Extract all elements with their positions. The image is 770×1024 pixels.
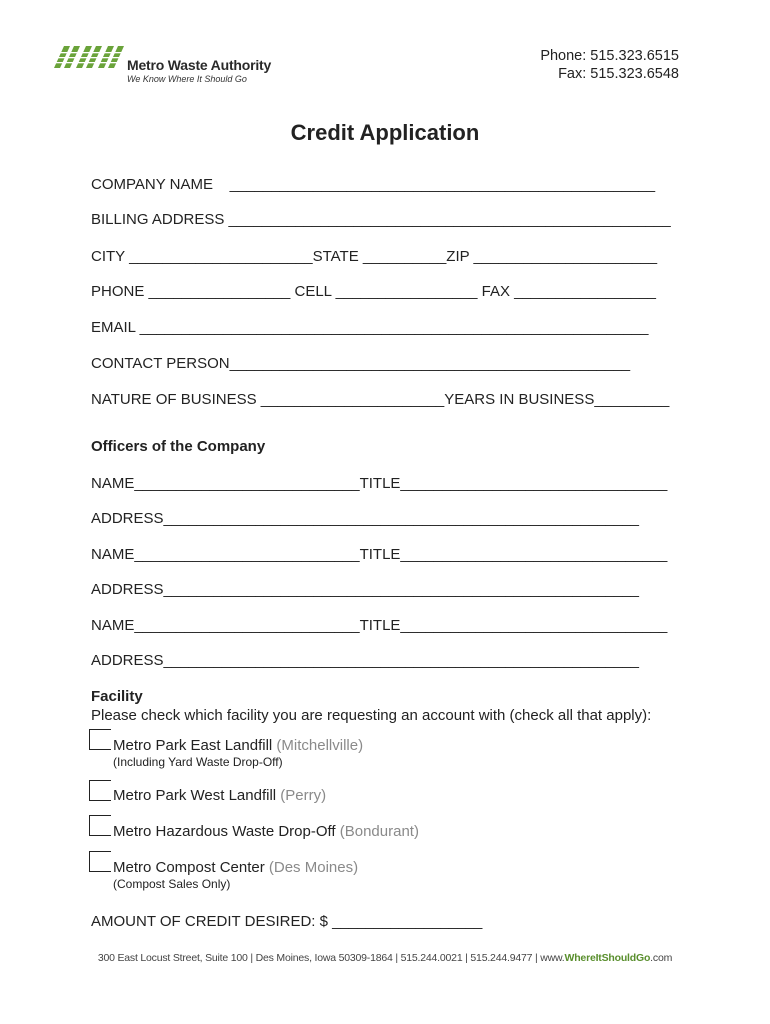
facility-location-hazardous: (Bondurant): [339, 823, 419, 840]
email-field[interactable]: EMAIL _____________________________________________________________: [91, 319, 649, 336]
nature-years-field[interactable]: NATURE OF BUSINESS ______________________YEARS IN BUSINESS_________: [91, 391, 670, 408]
officer-2-name-title-field[interactable]: NAME___________________________TITLE________________________________: [91, 546, 668, 563]
facility-checkbox-west[interactable]: [89, 780, 111, 801]
officer-3-address-field[interactable]: ADDRESS_________________________________________________________: [91, 652, 640, 669]
officer-1-address-field[interactable]: ADDRESS_________________________________________________________: [91, 510, 640, 527]
facility-location-compost: (Des Moines): [268, 859, 359, 876]
officer-1-name-title-field[interactable]: NAME___________________________TITLE________________________________: [91, 475, 668, 492]
amount-of-credit-field[interactable]: AMOUNT OF CREDIT DESIRED: $ __________________: [91, 913, 483, 930]
facility-note-compost: (Compost Sales Only): [113, 877, 231, 891]
logo-tagline: We Know Where It Should Go: [127, 74, 247, 84]
facility-option-west: Metro Park West Landfill (Perry): [113, 787, 327, 804]
facility-option-hazardous: Metro Hazardous Waste Drop-Off (Bondurant): [113, 823, 419, 840]
officer-3-name-title-field[interactable]: NAME___________________________TITLE________________________________: [91, 617, 668, 634]
fax-number: Fax: 515.323.6548: [558, 66, 679, 82]
officers-heading: Officers of the Company: [91, 438, 266, 455]
facility-option-compost: Metro Compost Center (Des Moines): [113, 859, 359, 876]
contact-info: [540, 47, 679, 83]
facility-location-west: (Perry): [280, 787, 327, 804]
facility-checkbox-east[interactable]: [89, 729, 111, 750]
facility-checkbox-hazardous[interactable]: [89, 815, 111, 836]
facility-note-east: (Including Yard Waste Drop-Off): [113, 755, 283, 769]
officer-2-address-field[interactable]: ADDRESS_________________________________________________________: [91, 581, 640, 598]
facility-option-east: Metro Park East Landfill (Mitchellville): [113, 737, 364, 754]
facility-instruction: Please check which facility you are requesting an account with (check all that apply):: [91, 707, 652, 724]
facility-location-east: (Mitchellville): [276, 737, 364, 754]
phone-cell-fax-field[interactable]: PHONE _________________ CELL _________________ FAX _________________: [91, 283, 656, 300]
logo-name: Metro Waste Authority: [127, 57, 272, 73]
footer-brand-link[interactable]: WhereItShouldGo: [564, 952, 651, 964]
metro-waste-logo-icon: [54, 44, 126, 70]
city-state-zip-field[interactable]: CITY ______________________STATE __________ZIP ______________________: [91, 248, 658, 265]
footer: 300 East Locust Street, Suite 100 | Des Moines, Iowa 50309-1864 | 515.244.0021 | 515.244.9477 | www.WhereItShouldGo.com: [97, 952, 673, 964]
page-title: Credit Application: [290, 120, 480, 145]
company-name-field[interactable]: COMPANY NAME ___________________________________________________: [91, 176, 656, 193]
facility-checkbox-compost[interactable]: [89, 851, 111, 872]
contact-person-field[interactable]: CONTACT PERSON________________________________________________: [91, 355, 631, 372]
billing-address-field[interactable]: BILLING ADDRESS _____________________________________________________: [91, 211, 671, 228]
phone-number: Phone: 515.323.6515: [540, 48, 679, 64]
facility-heading: Facility: [91, 688, 143, 705]
